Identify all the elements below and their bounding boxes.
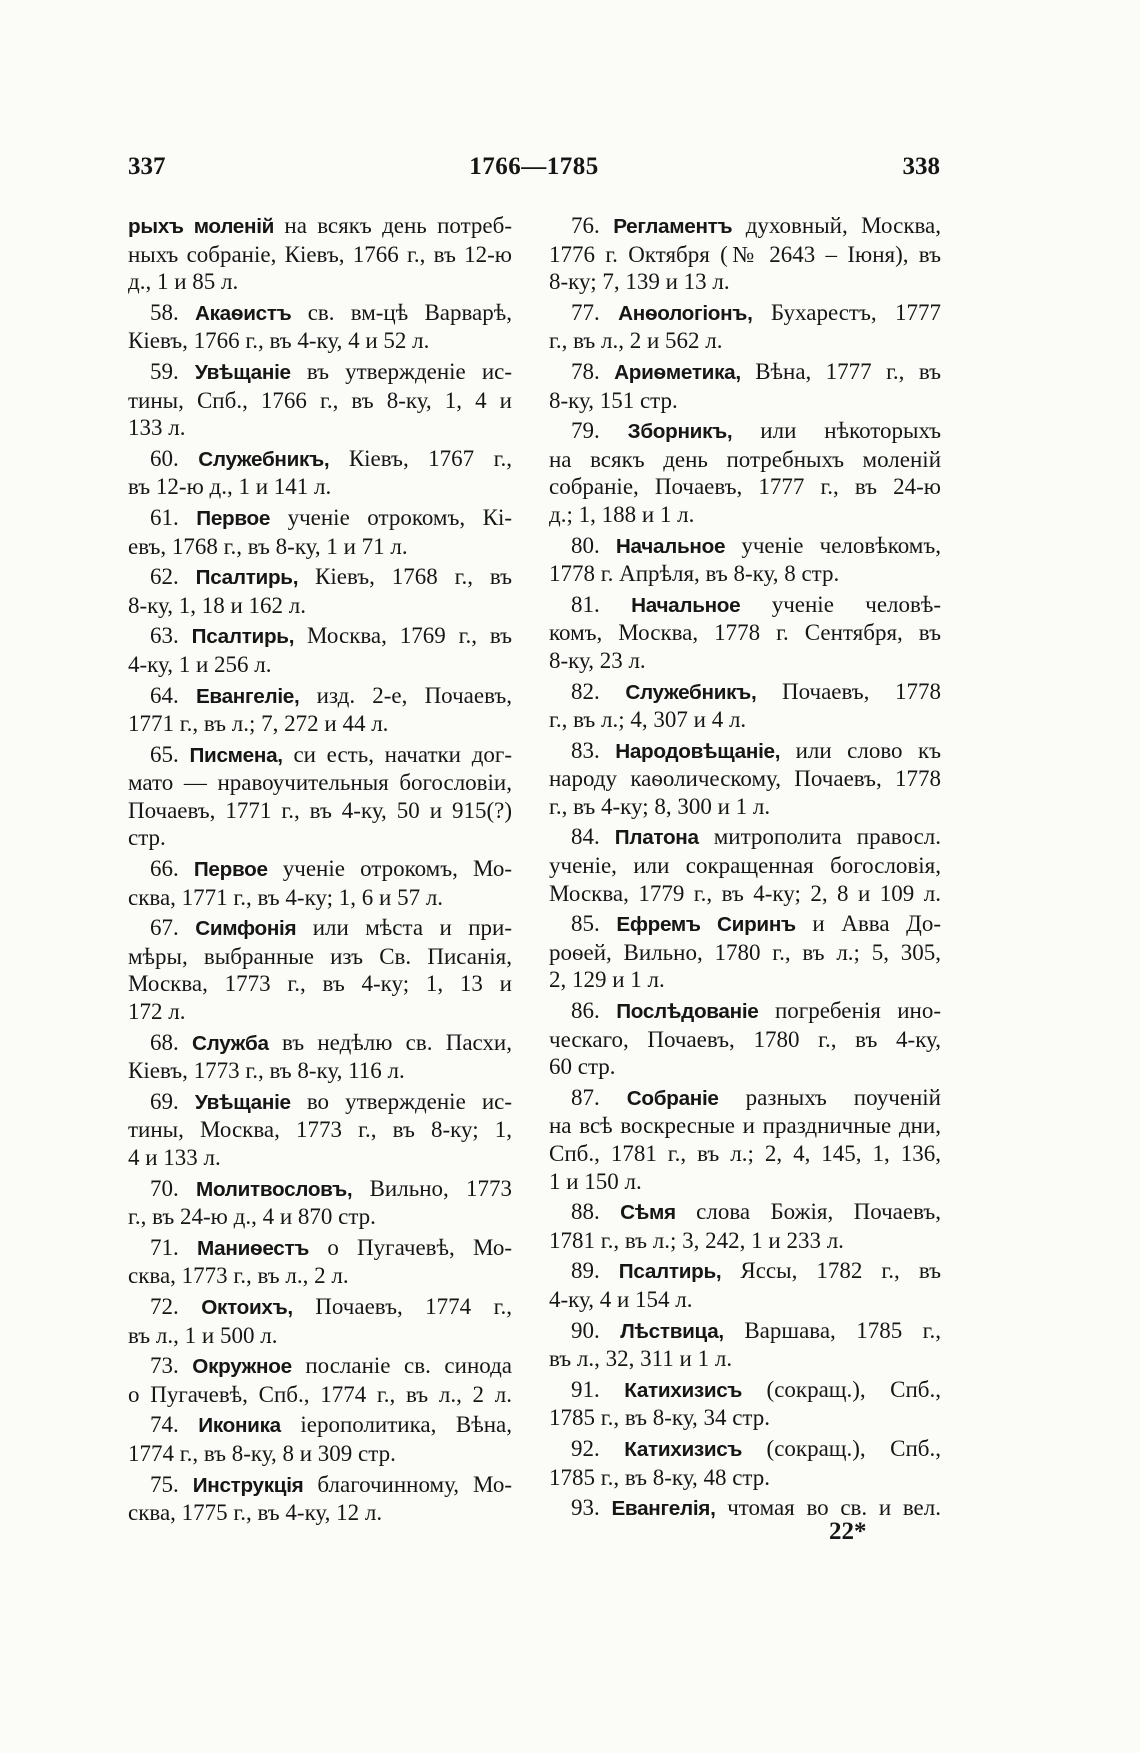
entry-title: Псалтирь, (191, 625, 295, 649)
entry-line: 1781 г., въ л.; 3, 242, 1 и 233 л. (549, 1227, 844, 1253)
entry-number: 91. (571, 1376, 600, 1402)
entry-number: 81. (571, 591, 600, 617)
entry-number: 58. (150, 299, 179, 325)
entry-line (128, 1029, 512, 1058)
entry-line: роѳей, Вильно, 1780 г., въ л.; 5, 305, (549, 939, 941, 965)
entry-line: на всякъ день потребныхъ моленій (549, 446, 941, 472)
left-column (128, 212, 512, 1527)
bibliography-entry (549, 299, 941, 355)
entry-text: Почаевъ, 1778 (781, 678, 941, 704)
entry-text: въ утвержденіе ис- (306, 358, 513, 384)
entry-title: Иконика (198, 1414, 281, 1438)
entry-line (128, 358, 512, 387)
entry-number: 69. (150, 1088, 179, 1114)
left-page-number: 337 (128, 153, 166, 180)
entry-title: Народовѣщаніе, (615, 739, 781, 763)
entry-line: мато — нравоучительныя богословіи, (128, 770, 512, 796)
entry-text: (сокращ.), Спб., (766, 1435, 941, 1461)
right-column (549, 212, 941, 1523)
entry-line: 60 стр. (549, 1054, 616, 1080)
entry-text: ученіе человѣкомъ, (741, 532, 942, 558)
entry-text: или нѣкоторыхъ (760, 418, 941, 444)
entry-title: Увѣщаніе (194, 360, 291, 384)
entry-text: чтомая во св. и вел. (727, 1495, 941, 1521)
bibliography-entry (128, 1352, 512, 1408)
entry-title: Ариѳметика, (614, 360, 741, 384)
entry-title: Евангелія, (611, 1497, 716, 1521)
entry-title: Собраніе (626, 1086, 719, 1110)
entry-number: 79. (571, 418, 600, 444)
entry-title: Псалтирь, (618, 1260, 722, 1284)
entry-text: или слово къ (795, 737, 942, 763)
bibliography-entry (128, 741, 512, 852)
entry-line (549, 212, 941, 241)
entry-number: 64. (150, 682, 179, 708)
entry-line: 1778 г. Апрѣля, въ 8-ку, 8 стр. (549, 561, 840, 587)
entry-number: 63. (150, 623, 179, 649)
entry-line: 133 л. (128, 415, 186, 441)
entry-title: Служба (191, 1031, 269, 1055)
entry-line: сква, 1775 г., въ 4-ку, 12 л. (128, 1500, 383, 1526)
entry-line (128, 1293, 512, 1322)
entry-line (549, 1494, 941, 1523)
entry-title: Лѣствица, (620, 1319, 724, 1343)
entry-number: 90. (571, 1317, 600, 1343)
entry-line (549, 1084, 941, 1113)
entry-line (549, 910, 941, 939)
entry-line: 8-ку; 7, 139 и 13 л. (549, 269, 730, 295)
entry-line: Спб., 1781 г., въ л.; 2, 4, 145, 1, 136, (549, 1141, 941, 1166)
entry-number: 78. (571, 358, 600, 384)
entry-number: 86. (571, 998, 600, 1024)
entry-line (549, 417, 941, 446)
entry-line (128, 1175, 512, 1204)
entry-line: 1774 г., въ 8-ку, 8 и 309 стр. (128, 1440, 396, 1466)
bibliography-entry (128, 504, 512, 560)
entry-text: въ недѣлю св. Пасхи, (281, 1029, 512, 1055)
entry-title: Платона (614, 826, 699, 850)
entry-text: Варшава, 1785 г., (744, 1317, 942, 1343)
entry-text: о Пугачевѣ, Мо- (327, 1234, 513, 1260)
entry-text: си есть, начатки дог- (293, 741, 512, 767)
entry-title: Катихизисъ (624, 1378, 743, 1402)
entry-line: 8-ку, 23 л. (549, 647, 646, 673)
entry-number: 92. (571, 1435, 600, 1461)
entry-text: св. вм-цѣ Варварѣ, (307, 299, 513, 325)
entry-title: рыхъ моленій (128, 215, 275, 238)
entry-line (549, 299, 941, 328)
entry-line (549, 1257, 941, 1286)
entry-text: Яссы, 1782 г., въ (740, 1258, 941, 1284)
bibliography-entry (549, 358, 941, 414)
entry-line: ческаго, Почаевъ, 1780 г., въ 4-ку, (549, 1026, 941, 1052)
entry-title: Служебникъ, (625, 680, 757, 704)
bibliography-entry (549, 910, 941, 994)
bibliography-entry (128, 358, 512, 442)
bibliography-entry (128, 1029, 512, 1085)
entry-line: 4-ку, 1 и 256 л. (128, 651, 272, 677)
entry-text: слова Божія, Почаевъ, (696, 1199, 942, 1225)
entry-title: Первое (196, 506, 271, 530)
entry-text: Москва, 1769 г., въ (307, 623, 513, 649)
entry-text: ученіе отрокомъ, Кі- (287, 504, 512, 530)
bibliography-entry (549, 1376, 941, 1432)
entry-line (549, 1376, 941, 1405)
entry-text: Вѣна, 1777 г., въ (755, 358, 942, 384)
bibliography-entry (128, 1234, 512, 1290)
entry-line: комъ, Москва, 1778 г. Сентября, въ (549, 620, 941, 646)
entry-number: 72. (150, 1293, 179, 1319)
entry-line: на всѣ воскресные и праздничные дни, (549, 1113, 941, 1139)
entry-line: 1785 г., въ 8-ку, 34 стр. (549, 1405, 771, 1431)
entry-line: евъ, 1768 г., въ 8-ку, 1 и 71 л. (128, 533, 408, 559)
entry-title: Первое (193, 858, 268, 882)
entry-title: Увѣщаніе (194, 1090, 291, 1114)
entry-line (549, 591, 941, 620)
bibliography-entry (128, 1175, 512, 1231)
entry-line: г., въ 24-ю д., 4 и 870 стр. (128, 1204, 376, 1230)
bibliography-entry (549, 1494, 941, 1523)
entry-line: Москва, 1773 г., въ 4-ку; 1, 13 и (128, 971, 512, 997)
entry-line (549, 737, 941, 766)
entry-line: о Пугачевѣ, Спб., 1774 г., въ л., 2 л. (128, 1381, 512, 1407)
entry-line (549, 1435, 941, 1464)
entry-line (549, 1198, 941, 1227)
entry-number: 77. (571, 299, 600, 325)
entry-number: 73. (150, 1353, 179, 1379)
entry-line (549, 678, 941, 707)
entry-line (128, 563, 512, 592)
entry-text: во утвержденіе ис- (306, 1088, 513, 1114)
bibliography-entry (549, 823, 941, 907)
entry-text: изд. 2-е, Почаевъ, (316, 682, 512, 708)
entry-line: ныхъ собраніе, Кіевъ, 1766 г., въ 12-ю (128, 241, 512, 267)
entry-line: тины, Москва, 1773 г., въ 8-ку; 1, (128, 1117, 512, 1143)
entry-line (128, 682, 512, 711)
entry-title: Акаѳистъ (194, 301, 292, 325)
bibliography-entry (549, 678, 941, 734)
entry-text: ученіе отрокомъ, Мо- (282, 856, 513, 882)
entry-line: 1 и 150 л. (549, 1168, 642, 1194)
bibliography-entry (549, 997, 941, 1081)
entry-title: Псалтирь, (195, 566, 299, 590)
bibliography-entry (128, 563, 512, 619)
entry-text: или мѣста и при- (312, 915, 512, 941)
bibliography-entry (549, 737, 941, 821)
entry-number: 60. (150, 445, 179, 471)
entry-title: Начальное (615, 534, 726, 558)
entry-text: и Авва До- (812, 911, 942, 937)
entry-line: 1771 г., въ л.; 7, 272 и 44 л. (128, 711, 389, 737)
entry-line: ученіе, или сокращенная богословія, (549, 853, 941, 879)
entry-text: духовный, Москва, (745, 213, 942, 238)
entry-text: на всякъ день потреб- (284, 213, 513, 238)
bibliography-entry (549, 1435, 941, 1491)
entry-number: 62. (150, 564, 179, 590)
entry-number: 74. (150, 1412, 179, 1438)
entry-line (128, 212, 512, 241)
bibliography-entry (549, 591, 941, 675)
entry-line (128, 1471, 512, 1500)
entry-line: тины, Спб., 1766 г., въ 8-ку, 1, 4 и (128, 387, 512, 413)
entry-text: Кіевъ, 1767 г., (348, 445, 513, 471)
entry-line: Кіевъ, 1766 г., въ 4-ку, 4 и 52 л. (128, 328, 430, 354)
entry-line (128, 622, 512, 651)
entry-number: 65. (150, 741, 179, 767)
entry-text: іерополитика, Вѣна, (300, 1412, 512, 1438)
bibliography-entry (128, 1471, 512, 1527)
entry-line (128, 504, 512, 533)
entry-title: Служебникъ, (198, 447, 330, 471)
entry-line: 172 л. (128, 999, 186, 1025)
bibliography-entry (128, 855, 512, 911)
bibliography-entry (128, 682, 512, 738)
right-page-number: 338 (902, 153, 940, 180)
entry-number: 61. (150, 504, 179, 530)
entry-number: 75. (150, 1471, 179, 1497)
entry-line: Кіевъ, 1773 г., въ 8-ку, 116 л. (128, 1058, 405, 1084)
entry-number: 59. (150, 358, 179, 384)
entry-line: 8-ку, 151 стр. (549, 387, 678, 413)
bibliography-entry (128, 212, 512, 296)
entry-line (128, 855, 512, 884)
entry-text: митрополита правосл. (713, 824, 942, 850)
entry-number: 83. (571, 737, 600, 763)
bibliography-entry (128, 622, 512, 678)
bibliography-entry (549, 532, 941, 588)
entry-number: 80. (571, 532, 600, 558)
bibliography-entry (549, 1198, 941, 1254)
entry-title: Катихизисъ (624, 1437, 743, 1461)
entry-number: 66. (150, 856, 179, 882)
entry-title: Послѣдованіе (616, 1000, 759, 1024)
entry-line (128, 1234, 512, 1263)
entry-title: Ефремъ Сиринъ (616, 913, 796, 937)
entry-line: сква, 1773 г., въ л., 2 л. (128, 1263, 349, 1289)
entry-line: 1785 г., въ 8-ку, 48 стр. (549, 1464, 771, 1490)
bibliography-entry (128, 445, 512, 501)
entry-line: въ л., 1 и 500 л. (128, 1322, 278, 1348)
entry-text: Вильно, 1773 (369, 1175, 513, 1201)
entry-text: Бухарестъ, 1777 (770, 299, 941, 325)
entry-title: Маниѳестъ (196, 1236, 310, 1260)
entry-number: 70. (150, 1175, 179, 1201)
entry-line: стр. (128, 825, 166, 851)
entry-line: сква, 1771 г., въ 4-ку; 1, 6 и 57 л. (128, 884, 444, 910)
entry-line: 4 и 133 л. (128, 1145, 221, 1170)
entry-line: 4-ку, 4 и 154 л. (549, 1286, 693, 1312)
entry-title: Начальное (631, 593, 741, 617)
entry-line: Москва, 1779 г., въ 4-ку; 2, 8 и 109 л. (549, 880, 941, 906)
entry-line (549, 532, 941, 561)
entry-title: Сѣмя (620, 1201, 676, 1225)
entry-line (128, 741, 512, 770)
entry-number: 67. (150, 915, 179, 941)
header-years: 1766—1785 (469, 153, 599, 180)
entry-line (128, 1411, 512, 1440)
entry-line (549, 823, 941, 852)
entry-line: мѣры, выбранные изъ Св. Писанія, (128, 943, 512, 969)
entry-line: народу каѳолическому, Почаевъ, 1778 (549, 766, 941, 792)
running-header (128, 150, 940, 184)
entry-text: погребенія ино- (774, 998, 942, 1024)
entry-title: Евангеліе, (195, 684, 300, 708)
bibliography-entry (128, 299, 512, 355)
bibliography-entry (549, 1317, 941, 1373)
entry-line: 1776 г. Октября (№ 2643 – Іюня), въ (549, 241, 941, 267)
entry-number: 88. (571, 1199, 600, 1225)
entry-number: 76. (571, 213, 600, 238)
entry-text: разныхъ поученій (745, 1084, 941, 1110)
entry-number: 68. (150, 1029, 179, 1055)
entry-line: г., въ 4-ку; 8, 300 и 1 л. (549, 793, 771, 819)
entry-line: д., 1 и 85 л. (128, 269, 239, 295)
entry-title: Молитвословъ, (196, 1177, 353, 1201)
bibliography-entry (549, 1257, 941, 1313)
bibliography-entry (549, 1084, 941, 1195)
entry-title: Окружное (192, 1355, 292, 1379)
entry-number: 85. (571, 911, 600, 937)
entry-text: (сокращ.), Спб., (766, 1376, 941, 1402)
bibliography-entry (128, 914, 512, 1025)
bibliography-entry (128, 1088, 512, 1172)
entry-title: Анѳологіонъ, (618, 301, 753, 325)
entry-number: 71. (150, 1234, 179, 1260)
entry-line: въ л., 32, 311 и 1 л. (549, 1346, 733, 1372)
entry-title: Регламентъ (613, 215, 733, 238)
bibliography-entry (128, 1293, 512, 1349)
entry-line (128, 1352, 512, 1381)
bibliography-entry (128, 1411, 512, 1467)
signature-mark: 22* (829, 1518, 867, 1545)
entry-text: Почаевъ, 1774 г., (315, 1293, 512, 1319)
entry-number: 93. (571, 1495, 600, 1521)
entry-line: Почаевъ, 1771 г., въ 4-ку, 50 и 915(?) (128, 797, 512, 823)
entry-text: посланіе св. синода (305, 1353, 512, 1379)
entry-line: собраніе, Почаевъ, 1777 г., въ 24-ю (549, 474, 941, 500)
entry-text: ученіе человѣ- (771, 591, 942, 617)
entry-number: 84. (571, 824, 600, 850)
entry-line (128, 299, 512, 328)
entry-line: 2, 129 и 1 л. (549, 967, 665, 993)
entry-line (128, 445, 512, 474)
entry-title: Октоихъ, (201, 1295, 293, 1319)
bibliography-entry (549, 417, 941, 528)
bibliography-entry (549, 212, 941, 296)
entry-title: Писмена, (189, 743, 283, 767)
entry-line (549, 358, 941, 387)
entry-number: 89. (571, 1258, 600, 1284)
entry-text: Кіевъ, 1768 г., въ (315, 564, 513, 590)
entry-title: Инструкція (192, 1473, 304, 1497)
entry-line (549, 997, 941, 1026)
entry-title: Симфонія (195, 917, 297, 941)
entry-text: благочинному, Мо- (317, 1471, 512, 1497)
entry-number: 87. (571, 1084, 600, 1110)
entry-line: г., въ л.; 4, 307 и 4 л. (549, 707, 747, 733)
entry-line (128, 1088, 512, 1117)
entry-line: въ 12-ю д., 1 и 141 л. (128, 474, 332, 500)
entry-number: 82. (571, 678, 600, 704)
entry-line: д.; 1, 188 и 1 л. (549, 501, 695, 527)
entry-line: г., въ л., 2 и 562 л. (549, 328, 723, 354)
entry-title: Зборникъ, (627, 420, 733, 444)
entry-line (549, 1317, 941, 1346)
entry-line (128, 914, 512, 943)
entry-line: 8-ку, 1, 18 и 162 л. (128, 592, 306, 618)
